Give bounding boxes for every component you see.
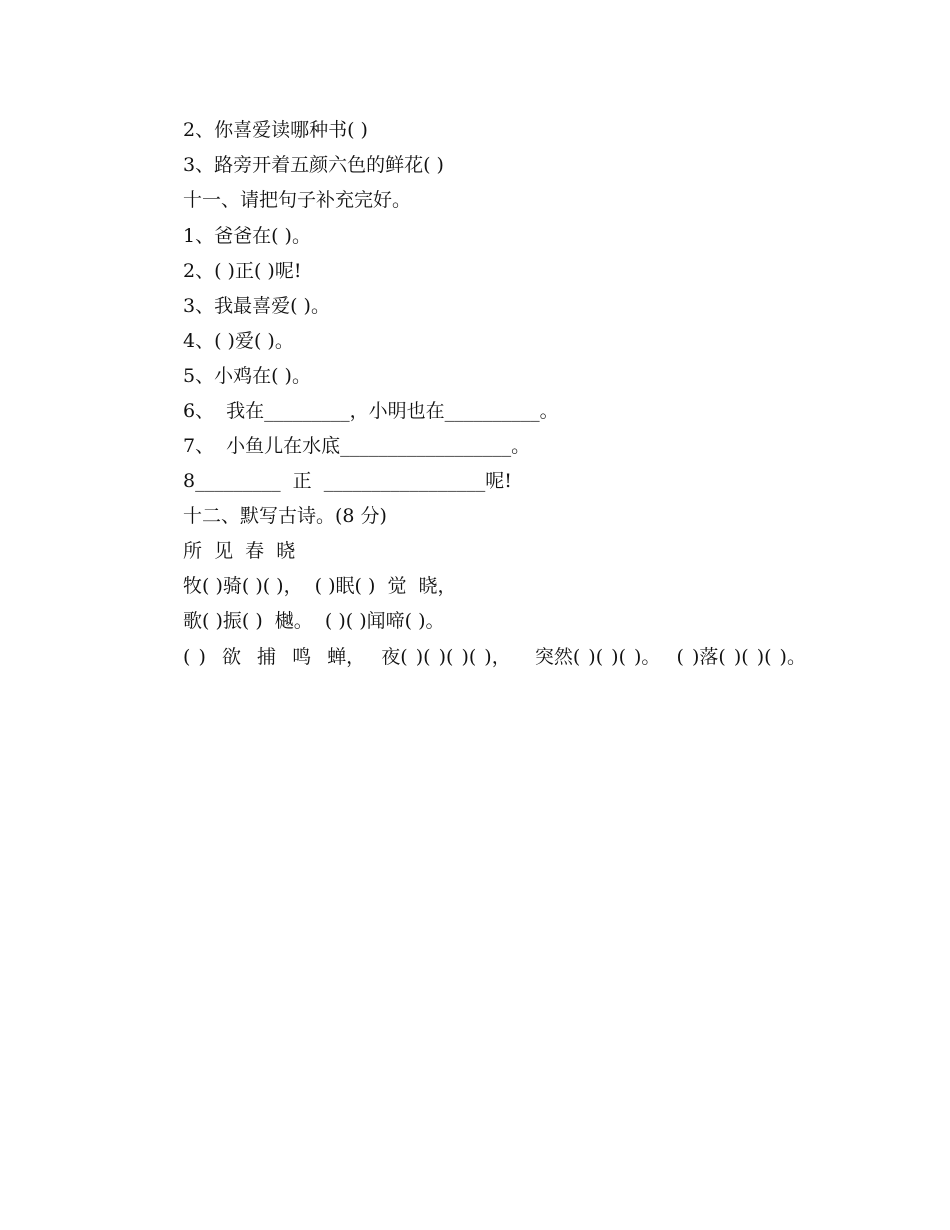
section-heading-12: 十二、默写古诗。(8 分)	[183, 505, 387, 527]
section-heading-11: 十一、请把句子补充完好。	[183, 189, 412, 211]
sentence-item-2: 2、( )正( )呢!	[183, 260, 302, 282]
sentence-item-5: 5、小鸡在( )。	[183, 365, 311, 387]
question-line-2-book: 2、你喜爱读哪种书( )	[183, 119, 368, 141]
sentence-item-7: 7、 小鱼儿在水底__________________。	[183, 435, 531, 457]
sentence-item-3: 3、我最喜爱( )。	[183, 295, 330, 317]
poem-line-1: 牧( )骑( )( )， ( )眠( ) 觉 晓，	[183, 575, 457, 597]
sentence-item-1: 1、爸爸在( )。	[183, 225, 311, 247]
sentence-item-8: 8_________ 正 _________________呢!	[183, 470, 512, 492]
sentence-item-6: 6、 我在_________，小明也在__________。	[183, 400, 559, 422]
poem-line-3-wrapped: ( ) 欲 捕 鸣 蝉， 夜( )( )( )( )， 突然( )( )( )。 ( )落( )( )( )。	[183, 646, 806, 668]
question-line-3-flowers: 3、路旁开着五颜六色的鲜花( )	[183, 154, 444, 176]
sentence-item-4: 4、( )爱( )。	[183, 330, 294, 352]
poem-titles: 所 见 春 晓	[183, 540, 296, 562]
poem-line-2: 歌( )振( ) 樾。 ( )( )闻啼( )。	[183, 610, 445, 632]
